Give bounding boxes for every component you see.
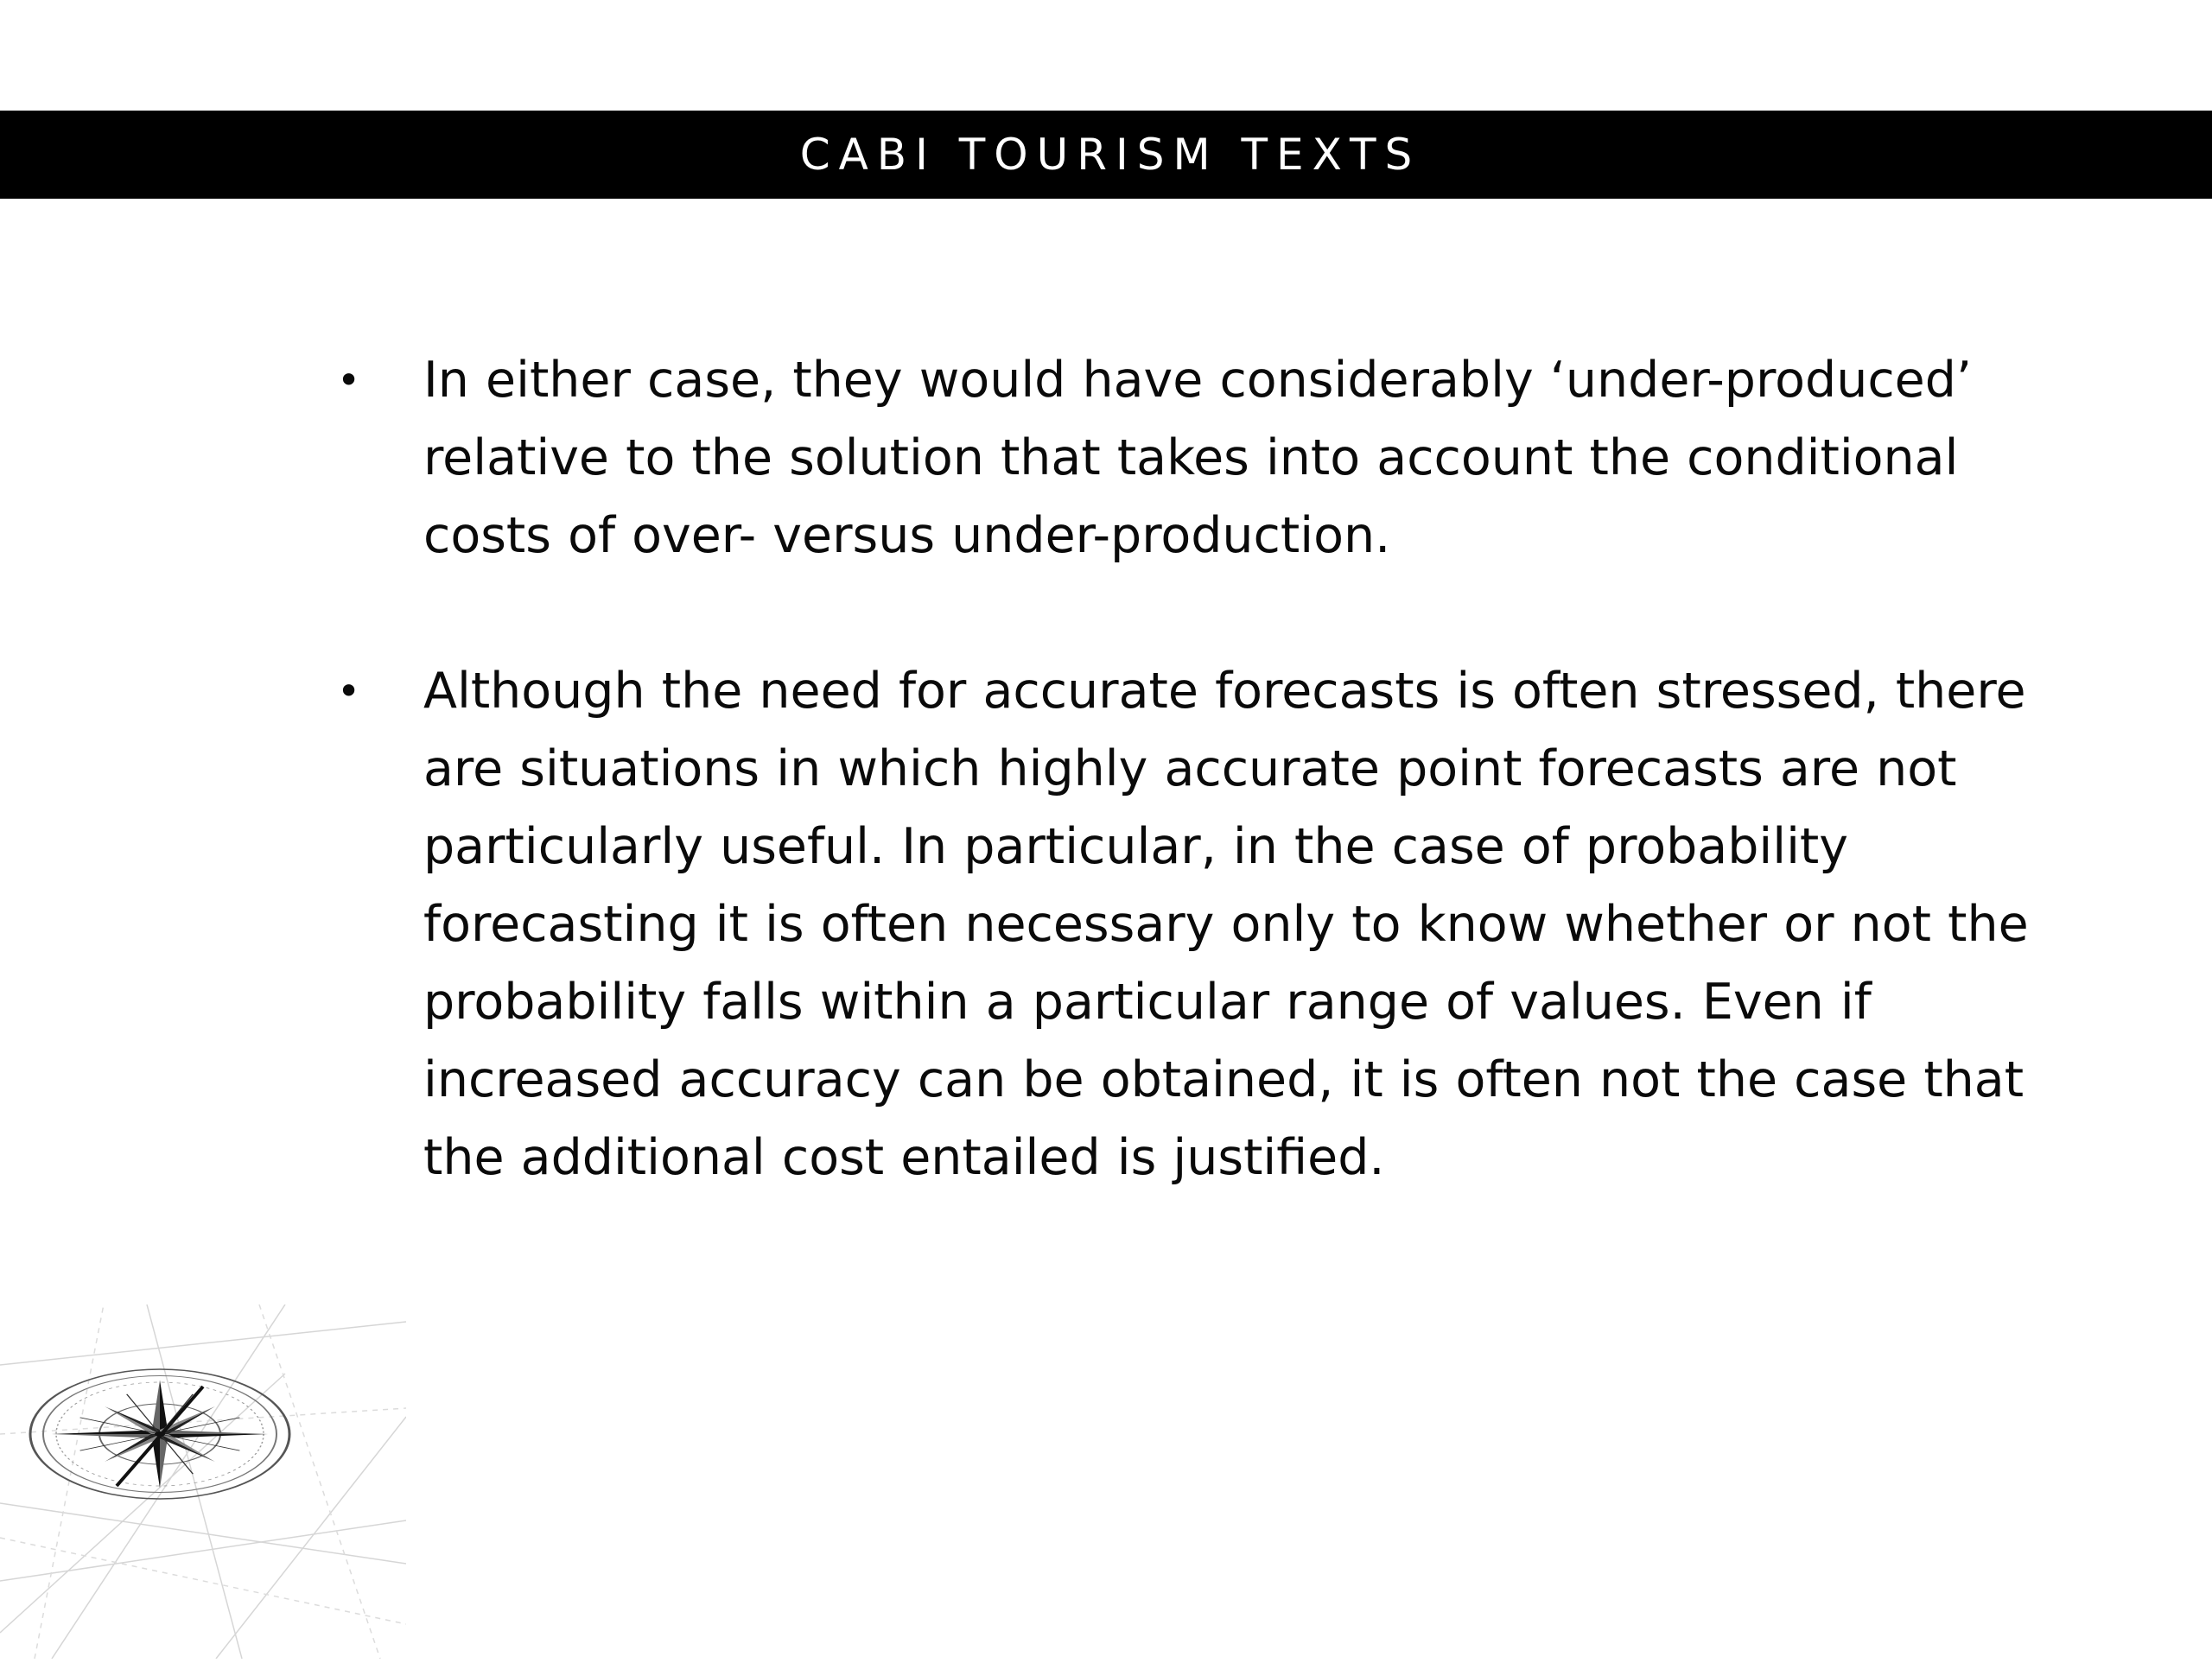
bullet-item bbox=[328, 341, 2074, 574]
slide-content bbox=[328, 341, 2074, 1274]
bullet-marker: • bbox=[337, 668, 361, 714]
header-title: CABI TOURISM TEXTS bbox=[799, 130, 1421, 180]
bullet-text: Although the need for accurate forecasts is often stressed, there are situations in which highly accurate point forecasts are not particularly useful. In particular, in the case of probability forecasting it is often necessary only to know whether or not the probability falls within a particular range of values. Even if increased accuracy can be obtained, it is often not the case that the additional cost entailed is justified. bbox=[423, 663, 2029, 1186]
header-bar bbox=[0, 111, 2212, 199]
bullet-marker: • bbox=[337, 357, 361, 403]
bullet-text: In either case, they would have considerably ‘under-produced’ relative to the solution that takes into account the conditional costs of over- versus under-production. bbox=[423, 352, 1973, 564]
bullet-item bbox=[328, 652, 2074, 1196]
compass-rose-icon bbox=[0, 1304, 406, 1659]
